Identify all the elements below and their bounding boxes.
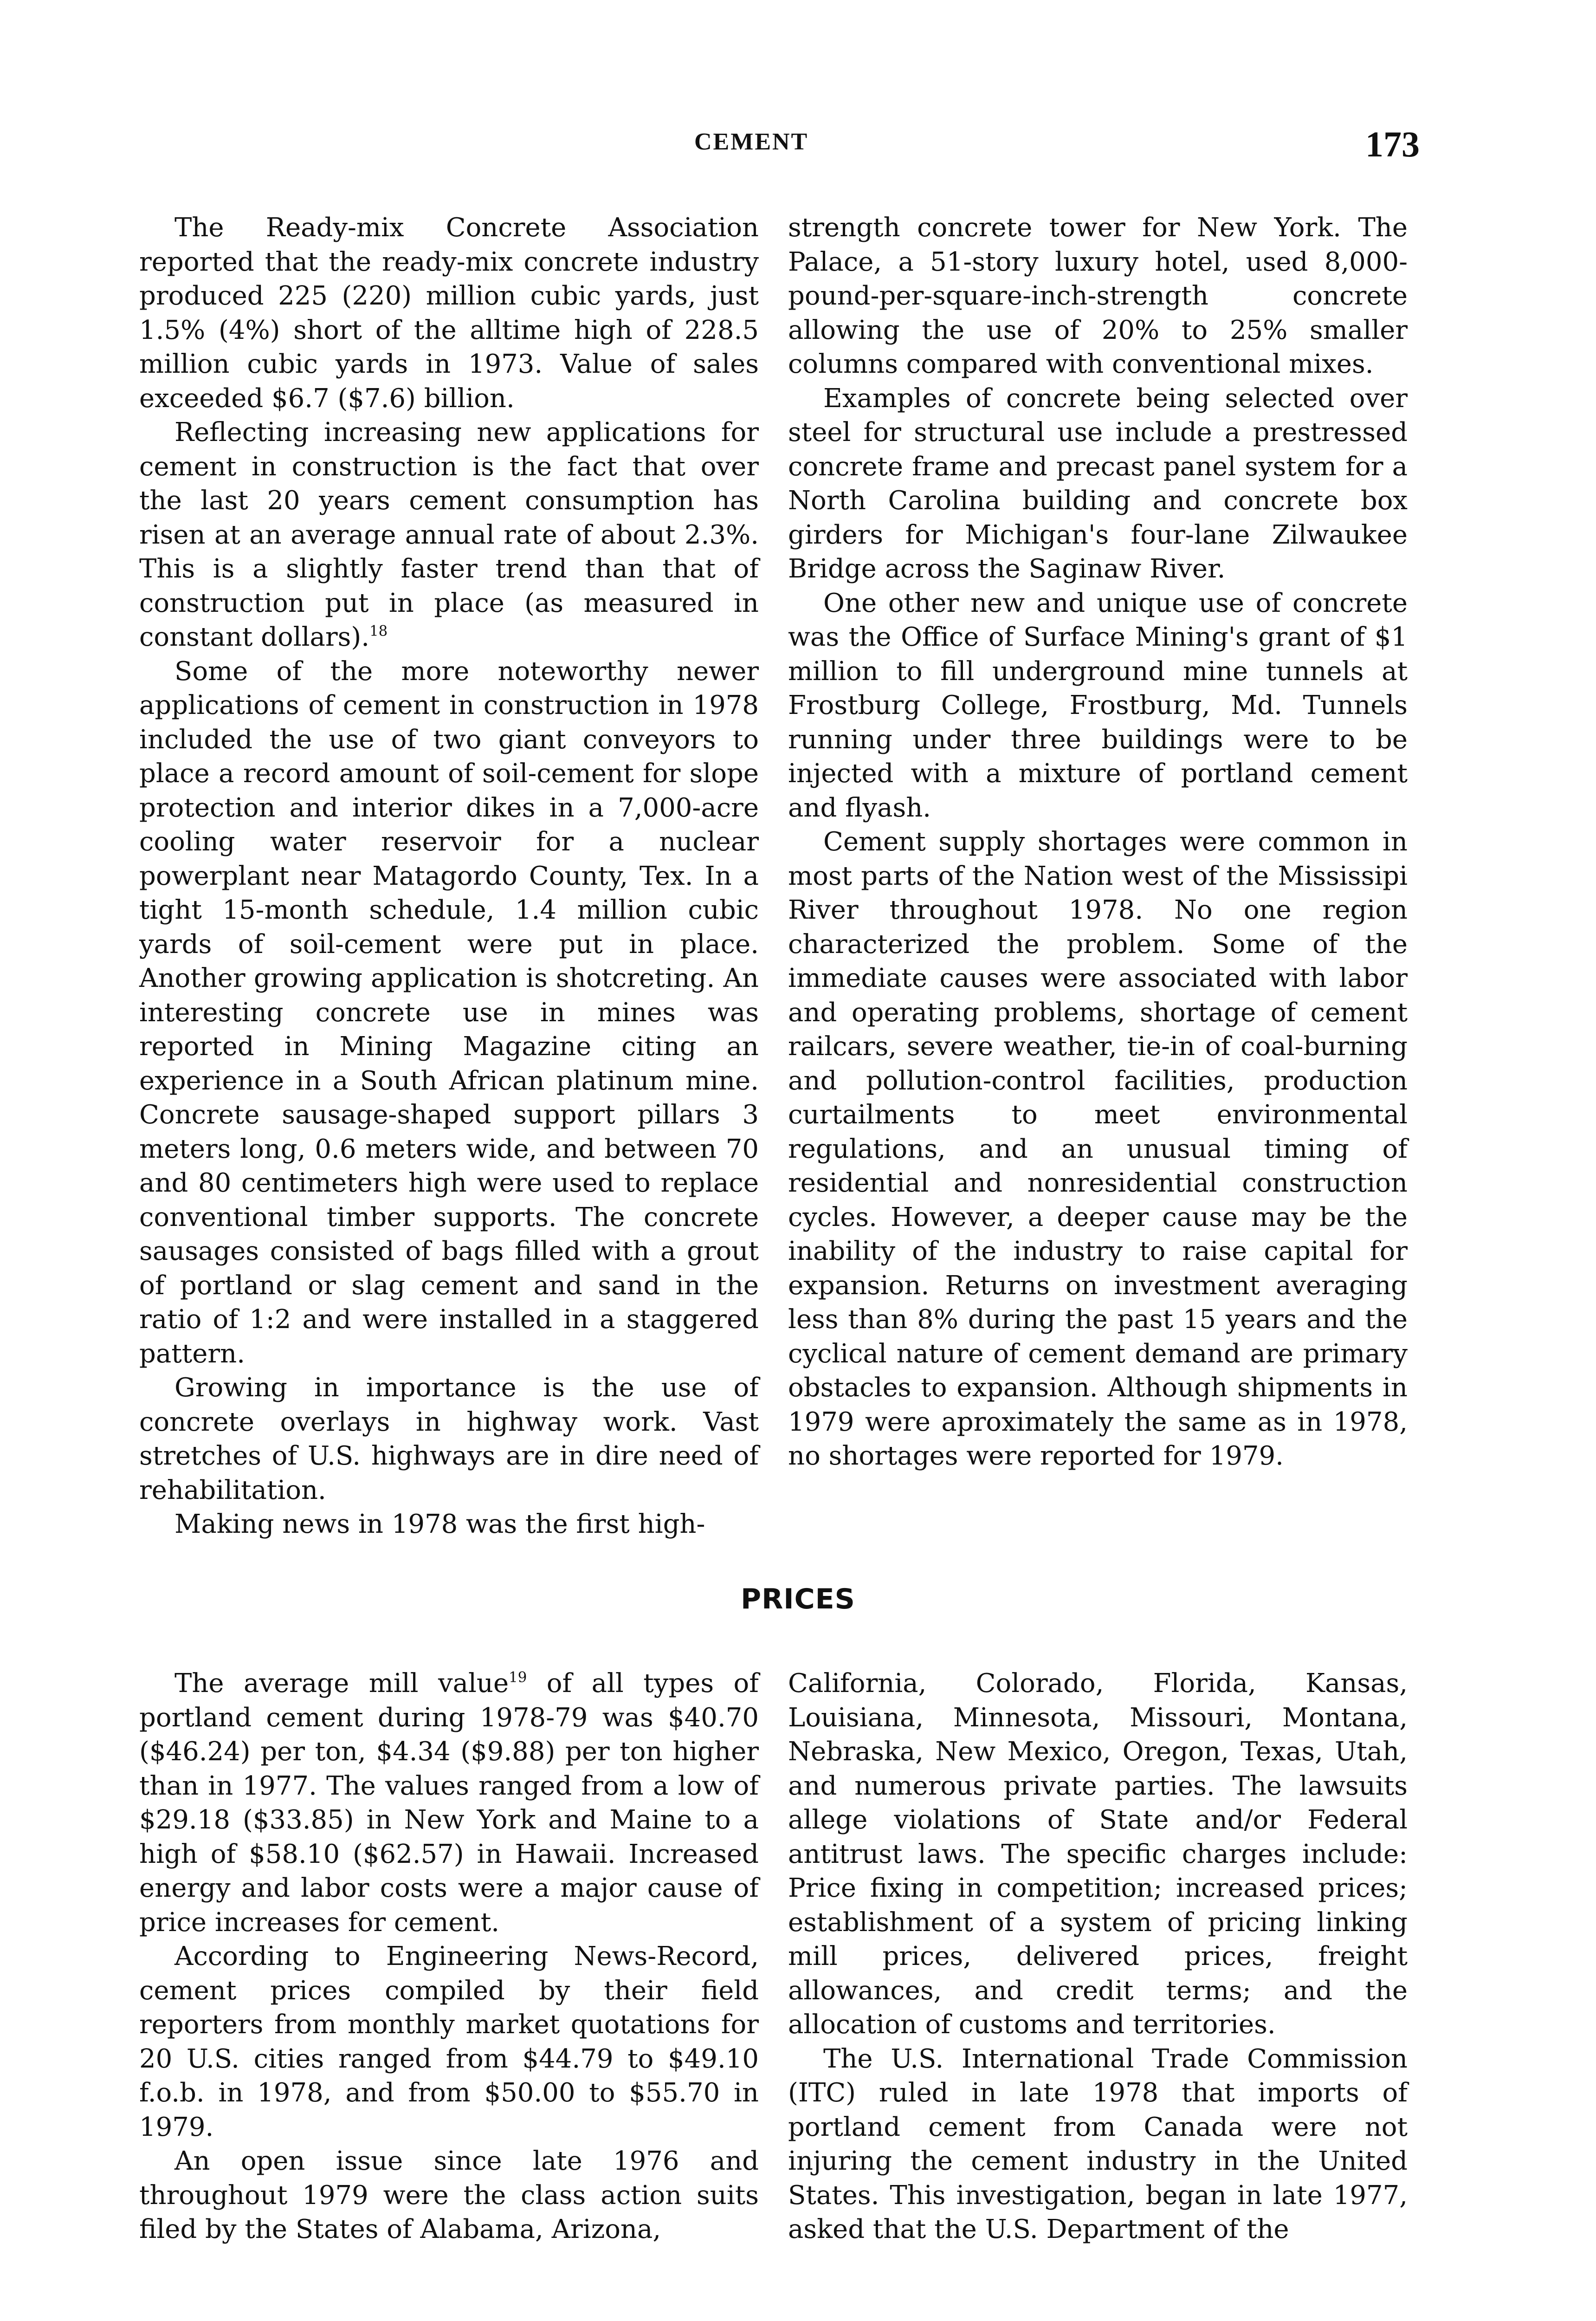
column-right-prices [788,1666,1408,2247]
paragraph: One other new and unique use of concrete was the Office of Surface Mining's grant of $1 million to fill underground mine tunnels at Frostburg College, Frostburg, Md. Tunnels running under three buildings were to be injected with a mixture of portland cement and flyash. [788,588,1408,823]
column-right-cement [788,211,1408,1473]
section-title-prices: PRICES [741,1583,855,1615]
paragraph: The Ready-mix Concrete Association reported that the ready-mix concrete industry produced 225 (220) million cubic yards, just 1.5% (4%) short of the alltime high of 228.5 million cubic yards in 1973. Value of sales exceeded $6.7 ($7.6) billion. [139,213,759,414]
paragraph-text: of all types of portland cement during 1978-79 was $40.70 ($46.24) per ton, $4.34 ($9.88) per ton higher than in 1977. The values ranged from a low of $29.18 ($33.85) in New York and Maine to a high of $58.10 ($62.57) in Hawaii. Increased energy and labor costs were a major cause of price increases for cement. [139,1668,759,1938]
column-left-prices [139,1666,759,2247]
paragraph: Examples of concrete being selected over steel for structural use include a prestressed concrete frame and precast panel system for a North Carolina building and concrete box girders for Michigan's four-lane Zilwaukee Bridge across the Saginaw River. [788,383,1408,584]
paragraph: The U.S. International Trade Commission (ITC) ruled in late 1978 that imports of portland cement from Canada were not injuring the cement industry in the United States. This investigation, began in late 1977, asked that the U.S. Department of the [788,2043,1408,2244]
footnote-ref: 19 [509,1669,527,1686]
paragraph: According to Engineering News-Record, cement prices compiled by their field reporters from monthly market quotations for 20 U.S. cities ranged from $44.79 to $49.10 f.o.b. in 1978, and from $50.00 to $55.70 in 1979. [139,1941,759,2142]
footnote-ref: 18 [369,622,388,640]
paragraph [139,415,759,655]
page-number: 173 [1365,124,1420,164]
column-left-cement [139,211,759,1542]
paragraph: Some of the more noteworthy newer applications of cement in construction in 1978 included the use of two giant conveyors to place a record amount of soil-cement for slope protection and interior dikes in a 7,000-acre cooling water reservoir for a nuclear powerplant near Matagordo County, Tex. In a tight 15-month schedule, 1.4 million cubic yards of soil-cement were put in place. Another growing application is shotcreting. An interesting concrete use in mines was reported in Mining Magazine citing an experience in a South African platinum mine. Concrete sausage-shaped support pillars 3 meters long, 0.6 meters wide, and between 70 and 80 centimeters high were used to replace conventional timber supports. The concrete sausages consisted of bags filled with a grout of portland or slag cement and sand in the ratio of 1:2 and were installed in a staggered pattern. [139,656,759,1369]
paragraph: Growing in importance is the use of concrete overlays in highway work. Vast stretches of U.S. highways are in dire need of rehabilitation. [139,1373,759,1505]
paragraph-text: Reflecting increasing new applications for cement in construction is the fact that over the last 20 years cement consumption has risen at an average annual rate of about 2.3%. This is a slightly faster trend than that of construction put in place (as measured in constant dollars). [139,417,759,652]
paragraph: Making news in 1978 was the first high- [174,1509,705,1539]
paragraph: Cement supply shortages were common in most parts of the Nation west of the Mississipi River throughout 1978. No one region characterized the problem. Some of the immediate causes were associated with labor and operating problems, shortage of cement railcars, severe weather, tie-in of coal-burning and pollution-control facilities, production curtailments to meet environmental regulations, and an unusual timing of residential and nonresidential construction cycles. However, a deeper cause may be the inability of the industry to raise capital for expansion. Returns on investment averaging less than 8% during the past 15 years and the cyclical nature of cement demand are primary obstacles to expansion. Although shipments in 1979 were aproximately the same as in 1978, no shortages were reported for 1979. [788,827,1408,1471]
paragraph: An open issue since late 1976 and throughout 1979 were the class action suits filed by the States of Alabama, Arizona, [139,2146,759,2244]
paragraph: California, Colorado, Florida, Kansas, Louisiana, Minnesota, Missouri, Montana, Nebraska, New Mexico, Oregon, Texas, Utah, and numerous private parties. The lawsuits allege violations of State and/or Federal antitrust laws. The specific charges include: Price fixing in competition; increased prices; establishment of a system of pricing linking mill prices, delivered prices, freight allowances, and credit terms; and the allocation of customs and territories. [788,1668,1408,2040]
running-head: CEMENT [694,129,809,155]
paragraph: strength concrete tower for New York. The Palace, a 51-story luxury hotel, used 8,000-pound-per-square-inch-strength concrete allowing the use of 20% to 25% smaller columns compared with conventional mixes. [788,213,1408,379]
page-header [0,123,1596,165]
paragraph [139,1666,759,1939]
paragraph-text: The average mill value [174,1668,509,1699]
